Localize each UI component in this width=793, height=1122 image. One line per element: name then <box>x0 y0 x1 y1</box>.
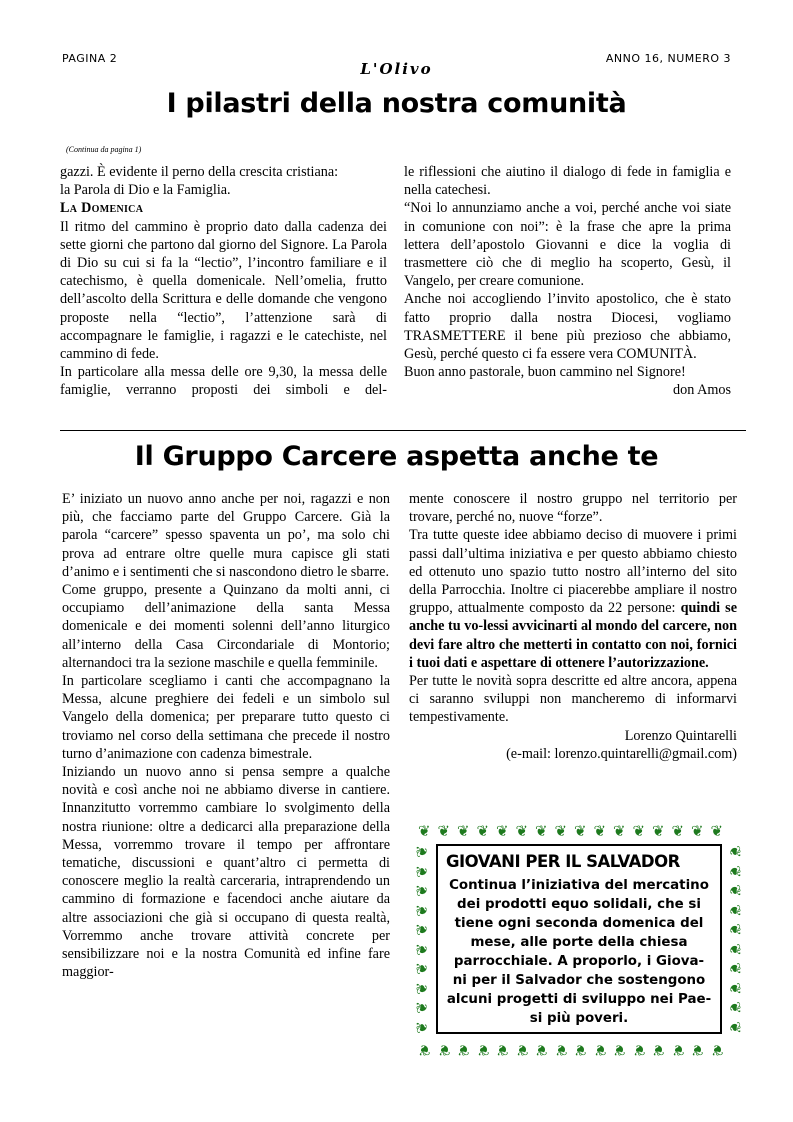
notice-line: alcuni progetti di sviluppo nei Pae- <box>446 992 712 1007</box>
article1-left-column <box>60 163 387 400</box>
article1-title: I pilastri della nostra comunità <box>166 88 627 119</box>
leaf-icon: ❦ <box>632 822 646 840</box>
call-to-action-text: quindi se anche tu vo-lessi avvicinarti al mondo del carcere, non devi fare altro che metterti in contatto con noi, fornici i tuoi dati e aspettare di ottenere l’autorizzazione. <box>409 600 738 671</box>
leaf-icon: ❦ <box>412 962 431 975</box>
issue-label: ANNO 16, NUMERO 3 <box>605 52 731 65</box>
leaf-icon: ❦ <box>412 981 431 995</box>
paragraph: Buon anno pastorale, buon cammino nel Signore! <box>404 364 686 381</box>
leaf-icon: ❦ <box>725 884 744 897</box>
paragraph-text: Tra tutte queste idee abbiamo deciso di muovere i primi passi dall’ultima iniziativa e per questo abbiamo chiesto ed ottenuto uno spazio tutto nostro all’interno del sito della Parrocchia. Inoltre ci piacerebbe ampliare il nostro gruppo, attualmente composto da 22 persone: <box>409 527 737 617</box>
paragraph: mente conoscere il nostro gruppo nel territorio per trovare, perché no, nuove “forze”. <box>409 491 737 526</box>
leaf-icon: ❦ <box>613 1041 626 1059</box>
leaf-icon: ❦ <box>412 884 431 897</box>
leaf-icon: ❦ <box>457 822 470 840</box>
leaf-icon: ❦ <box>412 903 431 917</box>
notice-title: GIOVANI PER IL SALVADOR <box>446 852 680 871</box>
leaf-icon: ❦ <box>412 1020 431 1034</box>
leaf-icon: ❦ <box>710 822 724 840</box>
leaf-icon: ❦ <box>412 942 431 956</box>
leaf-icon: ❦ <box>476 822 490 840</box>
notice-line: ni per il Salvador che sostengono <box>452 973 706 988</box>
continued-note: (Continua da pagina 1) <box>66 145 142 154</box>
leaf-icon: ❦ <box>652 1041 665 1059</box>
leaf-icon: ❦ <box>652 822 665 840</box>
leaf-icon: ❦ <box>476 1041 490 1059</box>
notice-body <box>442 876 716 1028</box>
leaf-icon: ❦ <box>691 1041 704 1059</box>
paragraph: In particolare scegliamo i canti che accompagnano la Messa, alcune preghiere dei fedeli e un simbolo sul Vangelo della domenica; per preparare tutto questo ci troviamo nel corso della settimana che precede il nostro turno d’animazione con cadenza bimestrale. <box>62 673 390 762</box>
leaf-icon: ❦ <box>710 1041 724 1059</box>
leaf-icon: ❦ <box>412 845 431 858</box>
leaf-icon: ❦ <box>496 1041 509 1059</box>
paragraph: In particolare alla messa delle ore 9,30, la messa delle famiglie, verranno proposti dei simboli e del- <box>60 364 387 399</box>
leaf-icon: ❦ <box>725 864 744 878</box>
leaf-icon: ❦ <box>593 1041 607 1059</box>
leaf-icon: ❦ <box>554 1041 568 1059</box>
notice-box <box>436 844 722 1034</box>
page-number: PAGINA 2 <box>62 52 118 65</box>
paragraph: Anche noi accogliendo l’invito apostolico, che è stato fatto proprio dalla nostra Diocesi, vogliamo TRASMETTERE il bene più prezioso che abbiamo, Gesù, perché questo ci fa essere vera COMUNITÀ. <box>404 291 731 363</box>
leaf-icon: ❦ <box>412 923 431 936</box>
leaf-icon: ❦ <box>412 864 431 878</box>
leaf-icon: ❦ <box>725 903 744 917</box>
paragraph: E’ iniziato un nuovo anno anche per noi, ragazzi e non più, che facciamo parte del Gruppo Carcere. Già la parola “carcere” spesso spaventa un po’, ma solo chi prova ad entrare oltre quelle mura capisce gli stati d’animo e i sentimenti che si nascondono dietro le sbarre. <box>62 491 390 580</box>
author-signature: don Amos <box>673 382 731 399</box>
leaf-icon: ❦ <box>725 1020 744 1034</box>
paragraph: le riflessioni che aiutino il dialogo di fede in famiglia e nella catechesi. <box>404 164 731 199</box>
notice-frame <box>414 822 744 1058</box>
notice-line: Continua l’iniziativa del mercatino <box>449 878 709 893</box>
notice-line: si più poveri. <box>529 1011 629 1026</box>
leaf-icon: ❦ <box>574 1041 587 1059</box>
leaf-icon: ❦ <box>671 1041 685 1059</box>
leaf-icon: ❦ <box>496 822 509 840</box>
newsletter-brand: L'Olivo <box>360 60 433 78</box>
leaf-icon: ❦ <box>725 845 744 858</box>
notice-line: dei prodotti equo solidali, che si <box>457 897 701 912</box>
leaf-icon: ❦ <box>457 1041 470 1059</box>
leaf-icon: ❦ <box>593 822 607 840</box>
article1-right-column <box>404 163 731 400</box>
section-divider <box>60 430 746 431</box>
leaf-icon: ❦ <box>437 822 451 840</box>
leaf-icon: ❦ <box>691 822 704 840</box>
leaf-icon: ❦ <box>574 822 587 840</box>
notice-line: mese, alle porte della chiesa <box>470 935 688 950</box>
leaf-icon: ❦ <box>725 923 744 936</box>
leaf-icon: ❦ <box>437 1041 451 1059</box>
author-signature: Lorenzo Quintarelli <box>624 727 737 744</box>
leaf-icon: ❦ <box>554 822 568 840</box>
paragraph: gazzi. È evidente il perno della crescita cristiana: <box>60 164 339 180</box>
paragraph: Il ritmo del cammino è proprio dato dalla cadenza dei sette giorni che partono dal giorno del Signore. La Parola di Dio su cui si fa la “lectio”, l’incontro familiare e il catechismo, è quella domenicale. Nell’omelia, frutto dell’ascolto della Scrittura e delle domande che vengono proposte nella “lectio”, l’attenzione sarà di accompagnare le famiglie, i ragazzi e le catechiste, nel cammino di fede. <box>60 218 387 363</box>
leaf-icon: ❦ <box>418 822 431 840</box>
leaf-icon: ❦ <box>632 1041 646 1059</box>
notice-line: tiene ogni seconda domenica del <box>454 916 704 931</box>
leaf-icon: ❦ <box>725 942 744 956</box>
paragraph <box>409 526 737 672</box>
paragraph: Per tutte le novità sopra descritte ed altre ancora, appena ci saranno sviluppi non mancheremo di informarvi tempestivamente. <box>409 673 737 726</box>
leaf-icon: ❦ <box>725 962 744 975</box>
notice-line: parrocchiale. A proporlo, i Giova- <box>453 954 705 969</box>
paragraph: Iniziando un nuovo anno si pensa sempre a qualche novità e così anche noi ne abbiamo diverse in cantiere. Innanzitutto vorremmo cambiare lo svolgimento della nostra riunione: oltre a dedicarci alla preparazione della Messa, vorremmo trovare il tempo per affrontare tematiche, discussioni e quant’altro ci permetta di conoscere meglio la realtà carceraria, intraprendendo un cammino di formazione e facendoci anche aiutare da altre associazioni che già si occupano di questa realtà, Vorremmo anche trovare attività concrete per sensibilizzare noi e la nostra Comunità ed infine fare maggior- <box>62 764 390 981</box>
article2-right-column <box>409 490 737 763</box>
paragraph: Come gruppo, presente a Quinzano da molti anni, ci occupiamo dell’animazione della santa Messa domenicale e dei momenti solenni dell’anno liturgico all’interno della Casa Circondariale di Montorio; alternandoci tra la sezione maschile e quella femminile. <box>62 582 390 671</box>
leaf-icon: ❦ <box>725 1001 744 1014</box>
leaf-icon: ❦ <box>613 822 626 840</box>
article2-title: Il Gruppo Carcere aspetta anche te <box>134 441 659 472</box>
leaf-icon: ❦ <box>412 1001 431 1014</box>
leaf-icon: ❦ <box>535 1041 548 1059</box>
leaf-icon: ❦ <box>515 1041 529 1059</box>
leaf-icon: ❦ <box>671 822 685 840</box>
paragraph: la Parola di Dio e la Famiglia. <box>60 182 231 199</box>
leaf-icon: ❦ <box>418 1041 431 1059</box>
section-heading: La Domenica <box>60 200 144 217</box>
leaf-icon: ❦ <box>515 822 529 840</box>
author-email: (e-mail: lorenzo.quintarelli@gmail.com) <box>506 745 737 762</box>
leaf-icon: ❦ <box>535 822 548 840</box>
paragraph: “Noi lo annunziamo anche a voi, perché anche voi siate in comunione con noi”: è la frase che apre la prima lettera dell’apostolo Giovanni e dice la voglia di trasmettere ciò che di meglio ha scoperto, Gesù, il Vangelo, per creare comunione. <box>404 200 731 290</box>
article2-left-column <box>62 490 390 981</box>
leaf-icon: ❦ <box>725 981 744 995</box>
